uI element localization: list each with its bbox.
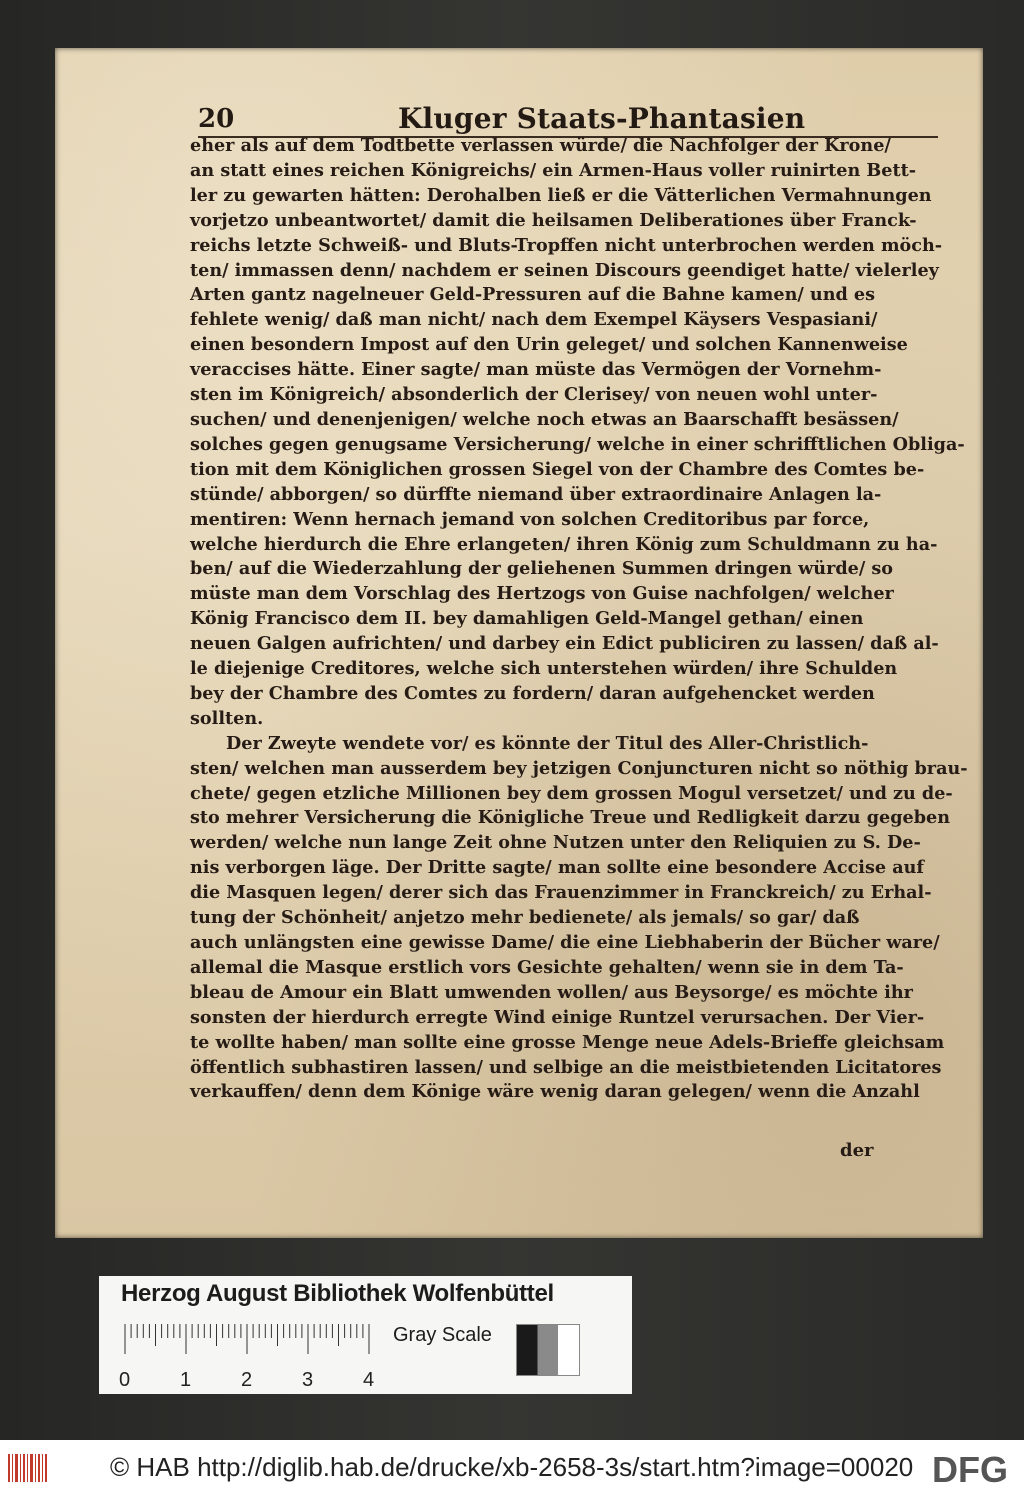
text-line: sollten. (190, 707, 264, 729)
text-line: Der Zweyte wendete vor/ es könnte der Titul des Aller-Christlich- (226, 732, 869, 754)
svg-text:DFG: DFG (932, 1449, 1008, 1490)
text-line: fehlete wenig/ daß man nicht/ nach dem Exempel Käysers Vespasiani/ (190, 309, 878, 331)
text-line: auch unlängsten eine gewisse Dame/ die eine Liebhaberin der Bücher ware/ (190, 932, 940, 953)
text-line: ten/ immassen denn/ nachdem er seinen Discours geendiget hatte/ vielerley (190, 259, 939, 281)
text-line: nis verborgen läge. Der Dritte sagte/ man sollte eine besondere Accise auf (190, 857, 924, 879)
text-line: tung der Schönheit/ anjetzo mehr bedienete/ als jemals/ so gar/ daß (190, 907, 860, 929)
barcode-icon (8, 1450, 48, 1486)
catchword: der (840, 1140, 874, 1161)
copyright-url[interactable]: © HAB http://diglib.hab.de/drucke/xb-2658-3s/start.htm?image=00020 (110, 1452, 914, 1482)
text-line: einen besondern Impost auf den Urin geleget/ und solchen Kannenweise (190, 334, 908, 356)
text-line: verkauffen/ denn dem Könige wäre wenig daran gelegen/ wenn die Anzahl (190, 1081, 920, 1103)
text-line: tion mit dem Königlichen grossen Siegel von der Chambre des Comtes be- (190, 458, 925, 480)
text-line: le diejenige Creditores, welche sich unterstehen würden/ ihre Schulden (190, 658, 898, 680)
text-line: veraccises hätte. Einer sagte/ man müste das Vermögen der Vornehm- (190, 359, 882, 381)
text-line: chete/ gegen etzliche Millionen bey dem grossen Mogul versetzet/ und zu de- (190, 782, 953, 804)
text-line: vorjetzo unbeantwortet/ damit die heilsamen Deliberationes über Franck- (190, 209, 917, 231)
text-line: solches gegen genugsame Versicherung/ welche in einer schrifftlichen Obliga- (190, 433, 965, 455)
calibration-card (99, 1276, 632, 1394)
footer-bar (0, 1440, 1024, 1496)
text-line: ler zu gewarten hätten: Derohalben ließ er die Vätterlichen Vermahnungen (190, 184, 932, 206)
dfg-logo (930, 1446, 1018, 1490)
text-line: die Masquen legen/ derer sich das Frauenzimmer in Franckreich/ zu Erhal- (190, 882, 932, 904)
page-number: 20 (198, 104, 235, 134)
calibration-title: Herzog August Bibliothek Wolfenbüttel (121, 1280, 554, 1307)
text-line: ben/ auf die Wiederzahlung der geliehenen Summen dringen würde/ so (190, 558, 894, 580)
ruler-scale (121, 1320, 391, 1392)
text-line: bey der Chambre des Comtes zu fordern/ daran aufgehencket werden (190, 682, 875, 704)
text-line: te wollte haben/ man sollte eine grosse Menge neue Adels-Brieffe gleichsam (190, 1031, 945, 1053)
text-line: sonsten der hierdurch erregte Wind einige Runtzel verursachen. Der Vier- (190, 1006, 925, 1028)
text-line: werden/ welche nun lange Zeit ohne Nutzen unter den Reliquien zu S. De- (190, 832, 921, 854)
text-line: König Francisco dem II. bey damahligen Geld-Mangel gethan/ einen (190, 608, 864, 630)
text-line: müste man dem Vorschlag des Hertzogs von Guise nachfolgen/ welcher (190, 583, 894, 605)
text-line: suchen/ und denenjenigen/ welche noch etwas an Baarschafft besässen/ (190, 408, 899, 430)
text-line: sten im Königreich/ absonderlich der Clerisey/ von neuen wohl unter- (190, 384, 878, 406)
text-line: bleau de Amour ein Blatt umwenden wollen/ aus Beysorge/ es möchte ihr (190, 981, 913, 1003)
ruler-number: 0 (119, 1369, 131, 1391)
ruler-number: 3 (302, 1369, 314, 1391)
text-line: sten/ welchen man ausserdem bey jetzigen Conjuncturen nicht so nöthig brau- (190, 757, 968, 779)
gray-scale-label: Gray Scale (393, 1324, 492, 1346)
text-line: stünde/ abborgen/ so dürffte niemand über extraordinaire Anlagen la- (190, 483, 882, 505)
body-text (190, 134, 968, 1105)
ruler-number: 1 (180, 1369, 192, 1391)
text-line: allemal die Masque erstlich vors Gesichte gehalten/ wenn sie in dem Ta- (190, 956, 904, 978)
page-header (198, 104, 938, 138)
text-line: eher als auf dem Todtbette verlassen würde/ die Nachfolger der Krone/ (190, 135, 891, 156)
ruler-number: 4 (363, 1369, 375, 1391)
gray-scale-swatch (516, 1324, 580, 1376)
text-line: mentiren: Wenn hernach jemand von solchen Creditoribus par force, (190, 508, 870, 530)
text-line: welche hierdurch die Ehre erlangeten/ ihren König zum Schuldmann zu ha- (190, 533, 938, 555)
text-line: reichs letzte Schweiß- und Bluts-Tropffen nicht unterbrochen werden möch- (190, 234, 943, 256)
ruler-number: 2 (241, 1369, 253, 1391)
text-line: öffentlich subhastiren lassen/ und selbige an die meistbietenden Licitatores (190, 1056, 942, 1078)
text-line: neuen Galgen aufrichten/ und darbey ein Edict publiciren zu lassen/ daß al- (190, 633, 939, 655)
running-title: Kluger Staats-Phantasien (398, 102, 806, 135)
text-line: an statt eines reichen Königreichs/ ein Armen-Haus voller ruinirten Bett- (190, 159, 917, 181)
text-line: sto mehrer Versicherung die Königliche Treue und Redligkeit darzu gegeben (190, 807, 950, 829)
text-line: Arten gantz nagelneuer Geld-Pressuren auf die Bahne kamen/ und es (190, 284, 876, 306)
